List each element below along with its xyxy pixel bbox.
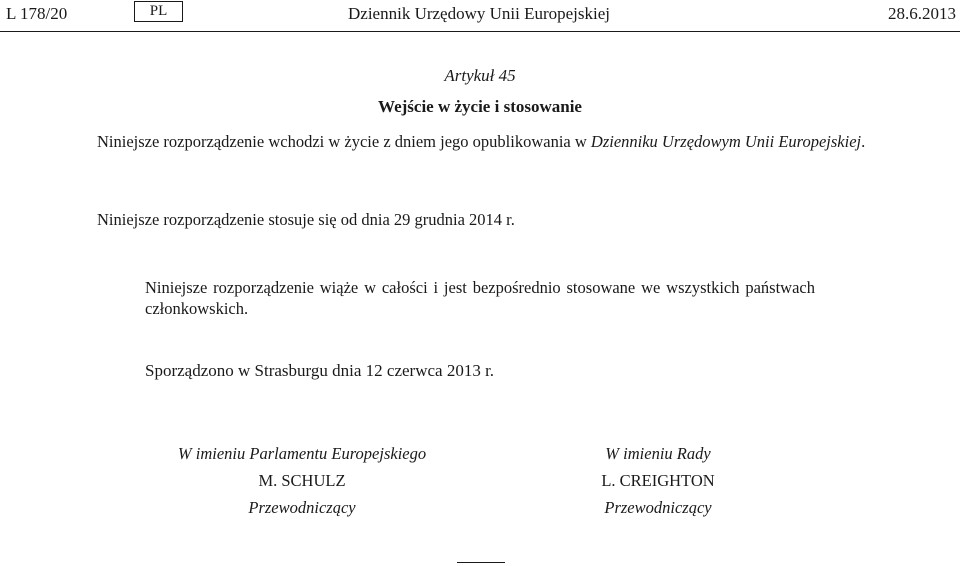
journal-title: Dziennik Urzędowy Unii Europejskiej — [348, 4, 611, 23]
signatory-role: Przewodniczący — [248, 498, 356, 517]
binding-clause: Niniejsze rozporządzenie wiąże w całości i jest bezpośrednio stosowane we wszystkich państwach członkowskich. — [145, 278, 815, 318]
signatory-name: L. CREIGHTON — [601, 471, 715, 490]
para1-end: . — [861, 132, 866, 151]
language-badge: PL — [134, 1, 183, 22]
header-divider — [0, 31, 960, 32]
journal-reference: Dzienniku Urzędowym Unii Europejskiej — [590, 132, 862, 151]
signature-on-behalf: W imieniu Rady — [605, 444, 711, 463]
para1-text: Niniejsze rozporządzenie wchodzi w życie z dniem jego opublikowania w — [97, 132, 591, 151]
page-reference: L 178/20 — [6, 4, 68, 23]
article-paragraph-1 — [97, 131, 867, 152]
signatory-role: Przewodniczący — [604, 498, 712, 517]
signature-block-council — [498, 440, 818, 521]
done-at-statement: Sporządzono w Strasburgu dnia 12 czerwca 2013 r. — [145, 361, 495, 380]
signature-on-behalf: W imieniu Parlamentu Europejskiego — [177, 444, 427, 463]
signatory-name: M. SCHULZ — [258, 471, 346, 490]
article-paragraph-2: Niniejsze rozporządzenie stosuje się od dnia 29 grudnia 2014 r. — [97, 210, 515, 229]
article-title: Wejście w życie i stosowanie — [378, 97, 582, 116]
signature-block-parliament — [142, 440, 462, 521]
article-number: Artykuł 45 — [444, 66, 516, 85]
end-divider — [457, 562, 505, 563]
publication-date: 28.6.2013 — [888, 4, 956, 23]
